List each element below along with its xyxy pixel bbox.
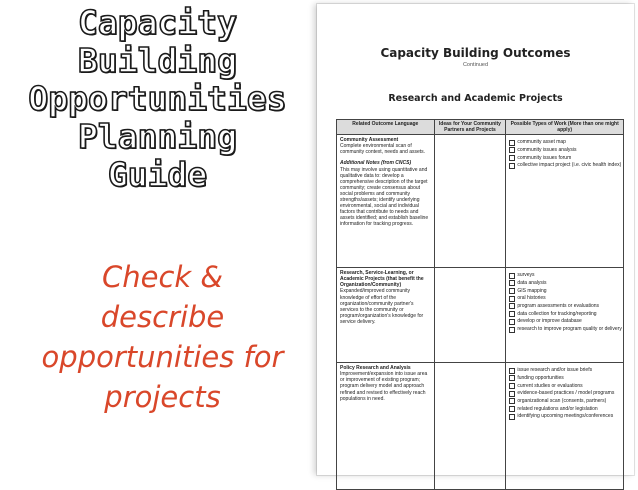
outcomes-table bbox=[336, 119, 624, 490]
caption-line: opportunities for bbox=[41, 340, 284, 374]
option-label: community issues analysis bbox=[517, 146, 577, 153]
document-subtitle: Continued bbox=[462, 62, 489, 68]
table-header-row bbox=[337, 120, 624, 135]
checkbox[interactable] bbox=[509, 296, 515, 302]
outcome-body: Complete environmental scan of community context, needs and assets. bbox=[340, 143, 426, 156]
notes-body: This may involve using quantitative and qualitative data to: develop a comprehensive description of the target community; create consensus about social problems and community strengths/assets; identify underlying environmental, social and individual factors that contribute to needs and assets identified; and establish baseline information for tracking progress. bbox=[340, 166, 429, 228]
option-label: research to improve program quality or delivery bbox=[517, 326, 622, 332]
title-line: Planning bbox=[78, 117, 237, 156]
checkbox[interactable] bbox=[509, 303, 515, 309]
option-label: program assessments or evaluations bbox=[517, 302, 600, 309]
outcome-cell bbox=[337, 363, 435, 490]
caption bbox=[0, 257, 325, 417]
checkbox[interactable] bbox=[509, 288, 515, 294]
option-item[interactable] bbox=[509, 311, 620, 317]
title-line: Opportunities bbox=[28, 79, 287, 118]
header-partner-ideas: Ideas for Your Community Partners and Projects bbox=[434, 120, 506, 135]
outcome-body: Improvement/expansion into issue area or improvement of existing program; program delivery model and approach refined and revised to effectively reach populations in need. bbox=[340, 371, 428, 402]
option-item[interactable] bbox=[509, 367, 620, 373]
option-label: related regulations and/or legislation bbox=[517, 405, 598, 412]
option-label: current studies or evaluations bbox=[517, 382, 583, 389]
option-label: GIS mapping bbox=[517, 287, 547, 294]
option-label: oral histories bbox=[517, 295, 546, 302]
checkbox[interactable] bbox=[509, 391, 515, 397]
checkbox[interactable] bbox=[509, 280, 515, 286]
option-label: develop or improve database bbox=[517, 318, 582, 325]
option-label: issue research and/or issue briefs bbox=[517, 367, 593, 374]
option-item[interactable] bbox=[509, 147, 620, 153]
checkbox[interactable] bbox=[509, 327, 515, 333]
title-line: Capacity bbox=[78, 3, 237, 42]
caption-line: describe bbox=[100, 300, 225, 334]
checkbox[interactable] bbox=[509, 398, 515, 404]
outcome-cell bbox=[337, 135, 435, 268]
checkbox[interactable] bbox=[509, 311, 515, 317]
table-row bbox=[337, 268, 624, 363]
option-item[interactable] bbox=[509, 413, 620, 419]
option-item[interactable] bbox=[509, 375, 620, 381]
guide-title bbox=[0, 4, 315, 194]
options-cell bbox=[506, 268, 624, 363]
outcome-heading: Research, Service-Learning, or Academic Projects (that benefit the Organization/Community) bbox=[340, 270, 424, 289]
outcome-heading: Community Assessment bbox=[340, 137, 399, 144]
option-label: identifying upcoming meetings/conferences bbox=[517, 413, 614, 420]
ideas-cell[interactable] bbox=[434, 135, 506, 268]
notes-heading: Additional Notes (from CNCS) bbox=[340, 160, 412, 167]
option-label: organizational scan (consents, partners) bbox=[517, 397, 607, 404]
option-item[interactable] bbox=[509, 155, 620, 161]
option-label: community asset map bbox=[517, 139, 566, 146]
option-item[interactable] bbox=[509, 303, 620, 309]
option-label: data collection for tracking/reporting bbox=[517, 310, 597, 317]
option-label: evidence-based practices / model programs bbox=[517, 390, 615, 397]
worksheet-document bbox=[317, 4, 634, 475]
document-title: Capacity Building Outcomes bbox=[380, 46, 571, 60]
ideas-cell[interactable] bbox=[434, 268, 506, 363]
checkbox[interactable] bbox=[509, 406, 515, 412]
title-line: Guide bbox=[107, 155, 208, 194]
checkbox[interactable] bbox=[509, 273, 515, 279]
option-label: funding opportunities bbox=[517, 374, 564, 381]
checkbox[interactable] bbox=[509, 163, 515, 169]
caption-line: Check & bbox=[101, 260, 224, 294]
table-row bbox=[337, 135, 624, 268]
option-item[interactable] bbox=[509, 139, 620, 145]
checkbox[interactable] bbox=[509, 140, 515, 146]
option-label: surveys bbox=[517, 272, 535, 279]
checkbox[interactable] bbox=[509, 368, 515, 374]
checkbox[interactable] bbox=[509, 383, 515, 389]
checkbox[interactable] bbox=[509, 155, 515, 161]
option-item[interactable] bbox=[509, 288, 620, 294]
option-item[interactable] bbox=[509, 326, 620, 332]
option-label: community issues forum bbox=[517, 154, 572, 161]
table-row bbox=[337, 363, 624, 490]
title-line: Building bbox=[78, 41, 237, 80]
option-label: data analysis bbox=[517, 279, 547, 286]
option-item[interactable] bbox=[509, 280, 620, 286]
option-item[interactable] bbox=[509, 162, 620, 168]
checkbox[interactable] bbox=[509, 414, 515, 420]
header-types-of-work: Possible Types of Work (More than one might apply) bbox=[506, 120, 624, 135]
option-label: collective impact project (i.e. civic health index) bbox=[517, 162, 622, 169]
option-item[interactable] bbox=[509, 272, 620, 278]
checkbox[interactable] bbox=[509, 375, 515, 381]
outcome-body: Expanded/improved community knowledge of effort of the organization/community partner's services to the community or program/organization's knowledge for service delivery. bbox=[340, 288, 424, 325]
option-item[interactable] bbox=[509, 295, 620, 301]
options-cell bbox=[506, 135, 624, 268]
checkbox[interactable] bbox=[509, 147, 515, 153]
ideas-cell[interactable] bbox=[434, 363, 506, 490]
section-heading: Research and Academic Projects bbox=[388, 93, 563, 104]
outcome-heading: Policy Research and Analysis bbox=[340, 365, 411, 372]
option-item[interactable] bbox=[509, 383, 620, 389]
outcome-notes bbox=[340, 160, 431, 227]
outcome-cell bbox=[337, 268, 435, 363]
option-item[interactable] bbox=[509, 398, 620, 404]
caption-line: projects bbox=[104, 380, 221, 414]
header-outcome-language: Related Outcome Language bbox=[337, 120, 435, 135]
options-cell bbox=[506, 363, 624, 490]
option-item[interactable] bbox=[509, 390, 620, 396]
option-item[interactable] bbox=[509, 318, 620, 324]
option-item[interactable] bbox=[509, 406, 620, 412]
checkbox[interactable] bbox=[509, 319, 515, 325]
